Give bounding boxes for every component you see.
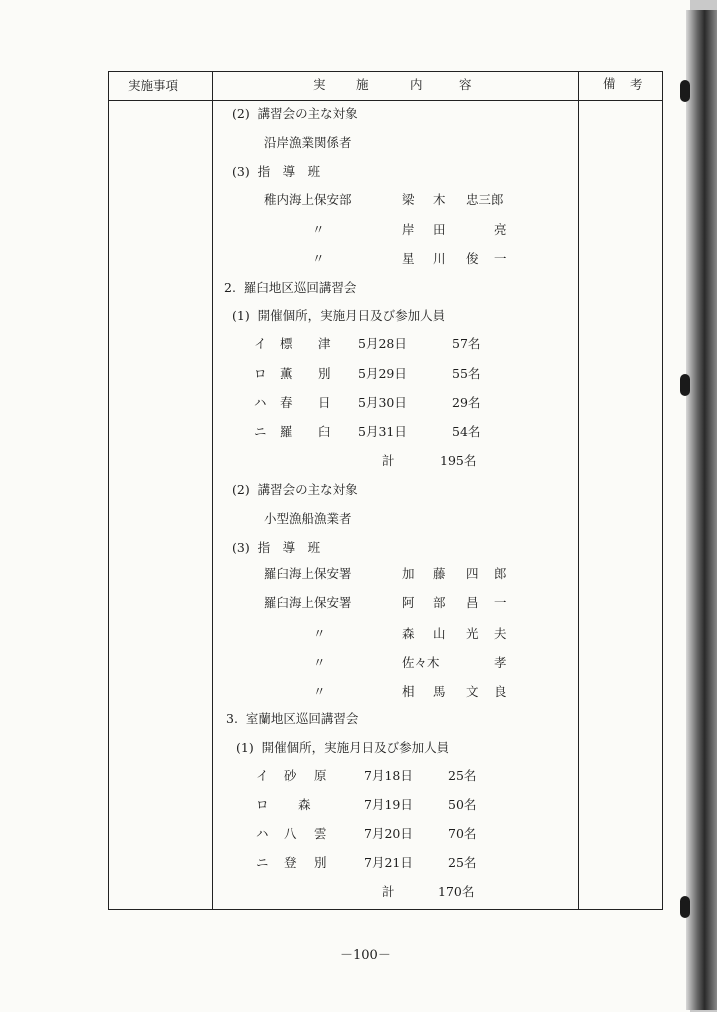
row-mark: ロ [254, 366, 267, 381]
ditto-mark: 〃 [313, 626, 326, 641]
team-name-part: 加 [402, 566, 415, 581]
ditto-mark: 〃 [313, 655, 326, 670]
binding-hole [680, 80, 690, 102]
section-title: 2. 羅臼地区巡回講習会 [224, 280, 357, 295]
target-value: 小型漁船漁業者 [264, 511, 352, 526]
count: 57名 [452, 336, 481, 351]
team-name-part: 梁 [402, 192, 415, 207]
total-label: 計 [382, 453, 395, 468]
place-char: 別 [314, 855, 327, 870]
binding-hole [680, 896, 690, 918]
team-name-part: 阿 [402, 595, 415, 610]
date: 7月21日 [364, 855, 413, 870]
binding-hole [680, 374, 690, 396]
ditto-mark: 〃 [312, 222, 325, 237]
team-heading: (3) 指 導 班 [232, 540, 321, 555]
team-org: 羅臼海上保安署 [264, 566, 352, 581]
team-name-part: 藤 [433, 566, 446, 581]
binding-edge [686, 10, 717, 1010]
date: 5月29日 [358, 366, 407, 381]
place-char: 登 [284, 855, 297, 870]
place-char: 八 [284, 826, 297, 841]
count: 54名 [452, 424, 481, 439]
team-name-part: 亮 [494, 222, 507, 237]
team-name-part: 森 [402, 626, 415, 641]
subheading: (1) 開催個所，実施月日及び参加人員 [232, 308, 446, 323]
team-name-part: 文 [466, 684, 479, 699]
row-mark: ロ [256, 797, 269, 812]
date: 7月20日 [364, 826, 413, 841]
team-name-part: 四 [466, 566, 479, 581]
ditto-mark: 〃 [312, 251, 325, 266]
place-char: 雲 [314, 826, 327, 841]
target-heading: (2) 講習会の主な対象 [232, 482, 358, 497]
team-name-part: 馬 [433, 684, 446, 699]
page-number: －100－ [340, 948, 391, 963]
team-name-part: 孝 [494, 655, 507, 670]
team-org: 羅臼海上保安署 [264, 595, 352, 610]
count: 70名 [448, 826, 477, 841]
team-name-part: 山 [433, 626, 446, 641]
row-mark: ハ [256, 826, 269, 841]
row-mark: ニ [254, 424, 267, 439]
header-divider [108, 100, 663, 101]
team-heading: (3) 指 導 班 [232, 164, 321, 179]
team-name-part: 忠三郎 [466, 192, 504, 207]
team-name-part: 夫 [494, 626, 507, 641]
header-col-content-char: 実 [313, 77, 326, 92]
date: 5月31日 [358, 424, 407, 439]
row-mark: イ [256, 768, 269, 783]
count: 25名 [448, 855, 477, 870]
team-name-part: 相 [402, 684, 415, 699]
header-col-content-char: 施 [356, 77, 369, 92]
header-col-remarks-char: 備 [603, 76, 616, 91]
team-name-part: 星 [402, 251, 415, 266]
row-mark: ニ [256, 855, 269, 870]
place-char: 津 [318, 336, 331, 351]
header-col-content-char: 容 [459, 77, 472, 92]
team-name-part: 昌 [466, 595, 479, 610]
place-char: 薫 [280, 366, 293, 381]
place-char: 春 [280, 395, 293, 410]
header-col-item: 実施事項 [128, 78, 179, 93]
place-char: 日 [318, 395, 331, 410]
team-name-part: 光 [466, 626, 479, 641]
place-char: 砂 [284, 768, 297, 783]
team-name-part: 佐々木 [402, 655, 440, 670]
count: 50名 [448, 797, 477, 812]
team-name-part: 田 [433, 222, 446, 237]
place-char: 羅 [280, 424, 293, 439]
target-value: 沿岸漁業関係者 [264, 135, 352, 150]
total-value: 195名 [440, 453, 477, 468]
date: 7月18日 [364, 768, 413, 783]
header-col-content-char: 内 [410, 77, 423, 92]
subheading: (1) 開催個所，実施月日及び参加人員 [236, 740, 450, 755]
team-name-part: 川 [433, 251, 446, 266]
place-char: 別 [318, 366, 331, 381]
team-name-part: 俊 [466, 251, 479, 266]
total-label: 計 [382, 884, 395, 899]
team-name-part: 郎 [494, 566, 507, 581]
row-mark: イ [254, 336, 267, 351]
place-char: 森 [298, 797, 311, 812]
team-name-part: 部 [433, 595, 446, 610]
column-divider [578, 71, 579, 910]
section-title: 3. 室蘭地区巡回講習会 [226, 711, 359, 726]
count: 25名 [448, 768, 477, 783]
table-frame [108, 71, 663, 910]
team-name-part: 岸 [402, 222, 415, 237]
date: 7月19日 [364, 797, 413, 812]
count: 55名 [452, 366, 481, 381]
team-name-part: 一 [494, 251, 507, 266]
team-name-part: 良 [494, 684, 507, 699]
target-heading: (2) 講習会の主な対象 [232, 106, 358, 121]
row-mark: ハ [254, 395, 267, 410]
total-value: 170名 [438, 884, 475, 899]
count: 29名 [452, 395, 481, 410]
date: 5月28日 [358, 336, 407, 351]
date: 5月30日 [358, 395, 407, 410]
column-divider [212, 71, 213, 910]
team-name-part: 一 [494, 595, 507, 610]
ditto-mark: 〃 [313, 684, 326, 699]
team-name-part: 木 [433, 192, 446, 207]
place-char: 臼 [318, 424, 331, 439]
team-org: 稚内海上保安部 [264, 192, 352, 207]
place-char: 標 [280, 336, 293, 351]
header-col-remarks-char: 考 [630, 77, 643, 92]
place-char: 原 [314, 768, 327, 783]
